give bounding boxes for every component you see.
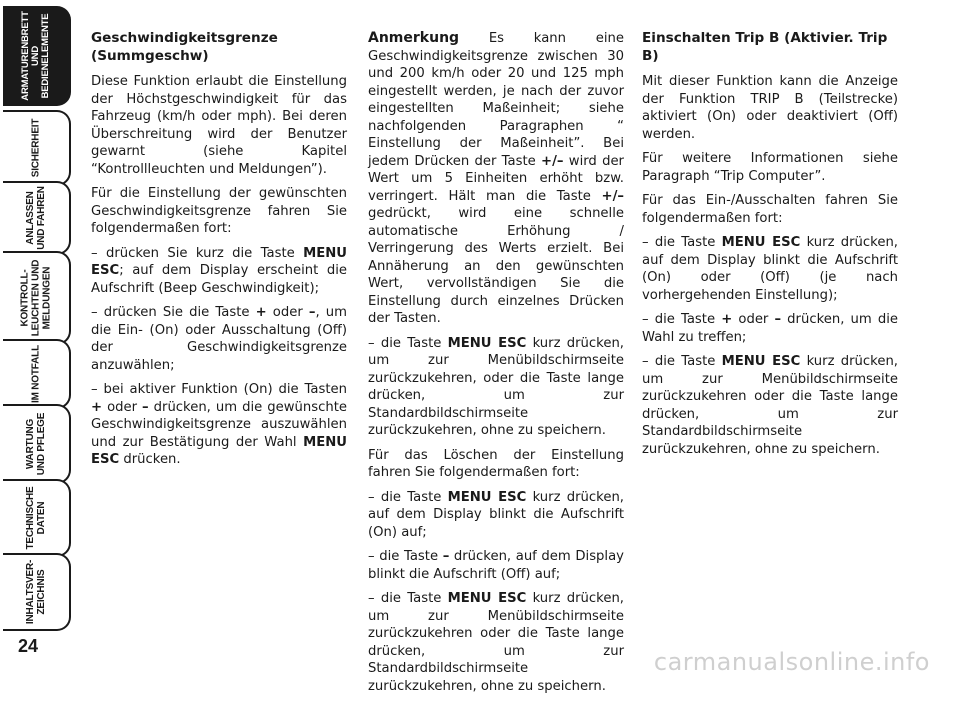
column-middle — [368, 30, 624, 702]
key-name: – — [142, 399, 149, 415]
section-heading-speed-limit: Geschwindigkeitsgrenze (Summgeschw) — [91, 30, 278, 64]
paragraph: Für das Löschen der Einstellung fahren Sie folgendermaßen fort: — [368, 447, 624, 480]
key-name: – — [774, 312, 782, 327]
key-name: MENU ESC — [447, 591, 527, 606]
key-name: MENU ESC — [447, 335, 527, 351]
column-left — [91, 30, 347, 476]
paragraph: – die Taste MENU ESC kurz drücken, um zur Menübildschirmseite zurückzukehren oder die Taste lange drücken, um zur Standardbildschirmseite zurückzukehren, ohne zu speichern. — [368, 591, 624, 694]
tab-kontrollleuchten[interactable] — [3, 251, 71, 345]
paragraph: Für weitere Informationen siehe Paragraph “Trip Computer”. — [642, 151, 898, 184]
paragraph: – bei aktiver Funktion (On) die Tasten + oder – drücken, um die gewünschte Geschwindigkeitsgrenze auszuwählen und zur Bestätigung der Wahl MENU ESC drücken. — [91, 382, 347, 467]
key-name: – — [308, 305, 316, 320]
tab-anlassen[interactable] — [3, 181, 71, 255]
key-name: + — [721, 312, 733, 327]
paragraph: – die Taste MENU ESC kurz drücken, auf dem Display blinkt die Aufschrift (On) oder (Off) (je nach vorhergehenden Einstellung); — [642, 235, 898, 303]
section-heading-trip-b: Einschalten Trip B (Aktivier. Trip B) — [642, 30, 888, 64]
section-sidebar — [0, 0, 76, 678]
tab-label: INHALTSVER- ZEICHNIS — [25, 559, 47, 625]
tab-label: ARMATURENBRETT UND BEDIENELEMENTE — [20, 11, 51, 101]
page-number: 24 — [18, 636, 39, 656]
paragraph: – die Taste MENU ESC kurz drücken, auf dem Display blinkt die Aufschrift (On) auf; — [368, 489, 624, 540]
tab-label: KONTROLL- LEUCHTEN UND MELDUNGEN — [19, 259, 53, 337]
paragraph: – die Taste MENU ESC kurz drücken, um zur Menübildschirmseite zurückzukehren, oder die Taste lange drücken, um zur Standardbildschirmseite zurückzukehren, ohne zu speichern. — [368, 335, 624, 438]
key-name: MENU ESC — [91, 245, 347, 278]
tab-im-notfall[interactable] — [3, 339, 71, 409]
key-name: MENU ESC — [91, 434, 347, 467]
paragraph: – drücken Sie kurz die Taste MENU ESC; auf dem Display erscheint die Aufschrift (Beep Geschwindigkeit); — [91, 245, 347, 296]
key-name: MENU ESC — [721, 354, 801, 369]
key-name: + — [255, 305, 267, 320]
note-label: Anmerkung — [368, 30, 460, 46]
paragraph: Für das Ein-/Ausschalten fahren Sie folgendermaßen fort: — [642, 193, 898, 226]
paragraph: – die Taste + oder – drücken, um die Wahl zu treffen; — [642, 312, 898, 345]
key-name: MENU ESC — [447, 489, 527, 505]
tab-label: WARTUNG UND PFLEGE — [25, 412, 47, 476]
paragraph: – drücken Sie die Taste + oder –, um die Ein- (On) oder Ausschaltung (Off) der Geschwindigkeitsgrenze anzuwählen; — [91, 305, 348, 373]
watermark: carmanualsonline.info — [653, 648, 930, 676]
tab-armaturenbrett[interactable] — [3, 6, 71, 106]
column-right — [642, 30, 898, 465]
tab-label: IM NOTFALL — [30, 345, 42, 403]
paragraph: Diese Funktion erlaubt die Einstellung der Höchstgeschwindigkeit für das Fahrzeug (km/h oder mph). Bei deren Überschreitung wird der Benutzer gewarnt (siehe Kapitel “Kontrollleuchten und Meldungen”). — [91, 74, 347, 177]
tab-label: SICHERHEIT — [30, 118, 42, 178]
tab-sicherheit[interactable] — [3, 110, 71, 186]
paragraph: Für die Einstellung der gewünschten Geschwindigkeitsgrenze fahren Sie folgendermaßen fort: — [91, 186, 347, 236]
tab-wartung[interactable] — [3, 404, 71, 484]
paragraph: Mit dieser Funktion kann die Anzeige der Funktion TRIP B (Teilstrecke) aktiviert (On) oder deaktiviert (Off) werden. — [642, 74, 898, 142]
tab-technische-daten[interactable] — [3, 479, 71, 557]
key-name: +/– — [541, 153, 564, 169]
paragraph: – die Taste MENU ESC kurz drücken, um zur Menübildschirmseite zurückzukehren oder die Taste lange drücken, um zur Standardbildschirmseite zurückzukehren, ohne zu speichern. — [642, 354, 898, 457]
key-name: MENU ESC — [721, 235, 801, 250]
tab-inhaltsverzeichnis[interactable] — [3, 553, 71, 631]
key-name: – — [442, 549, 450, 564]
tab-label: ANLASSEN UND FAHREN — [25, 186, 47, 250]
key-name: + — [91, 399, 103, 415]
key-name: +/– — [601, 188, 624, 204]
paragraph: – die Taste – drücken, auf dem Display blinkt die Aufschrift (Off) auf; — [368, 549, 624, 582]
tab-label: TECHNISCHE DATEN — [25, 486, 47, 550]
note-paragraph: Anmerkung Es kann eine Geschwindigkeitsgrenze zwischen 30 und 200 km/h oder 20 und 125 mph eingestellt werden, je nach der zuvor eingestellten Maßeinheit; siehe nachfolgenden Paragraphen “ Einstellung der Maßeinheit”. Bei jedem Drücken der Taste +/– wird der Wert um 5 Einheiten erhöht bzw. verringert. Hält man die Taste +/– gedrückt, wird eine schnelle automatische Erhöhung / Verringerung des Werts erzielt. Bei Annäherung an den gewünschten Wert, vervollständigen Sie die Einstellung durch einzelnes Drücken der Tasten. — [368, 30, 624, 326]
